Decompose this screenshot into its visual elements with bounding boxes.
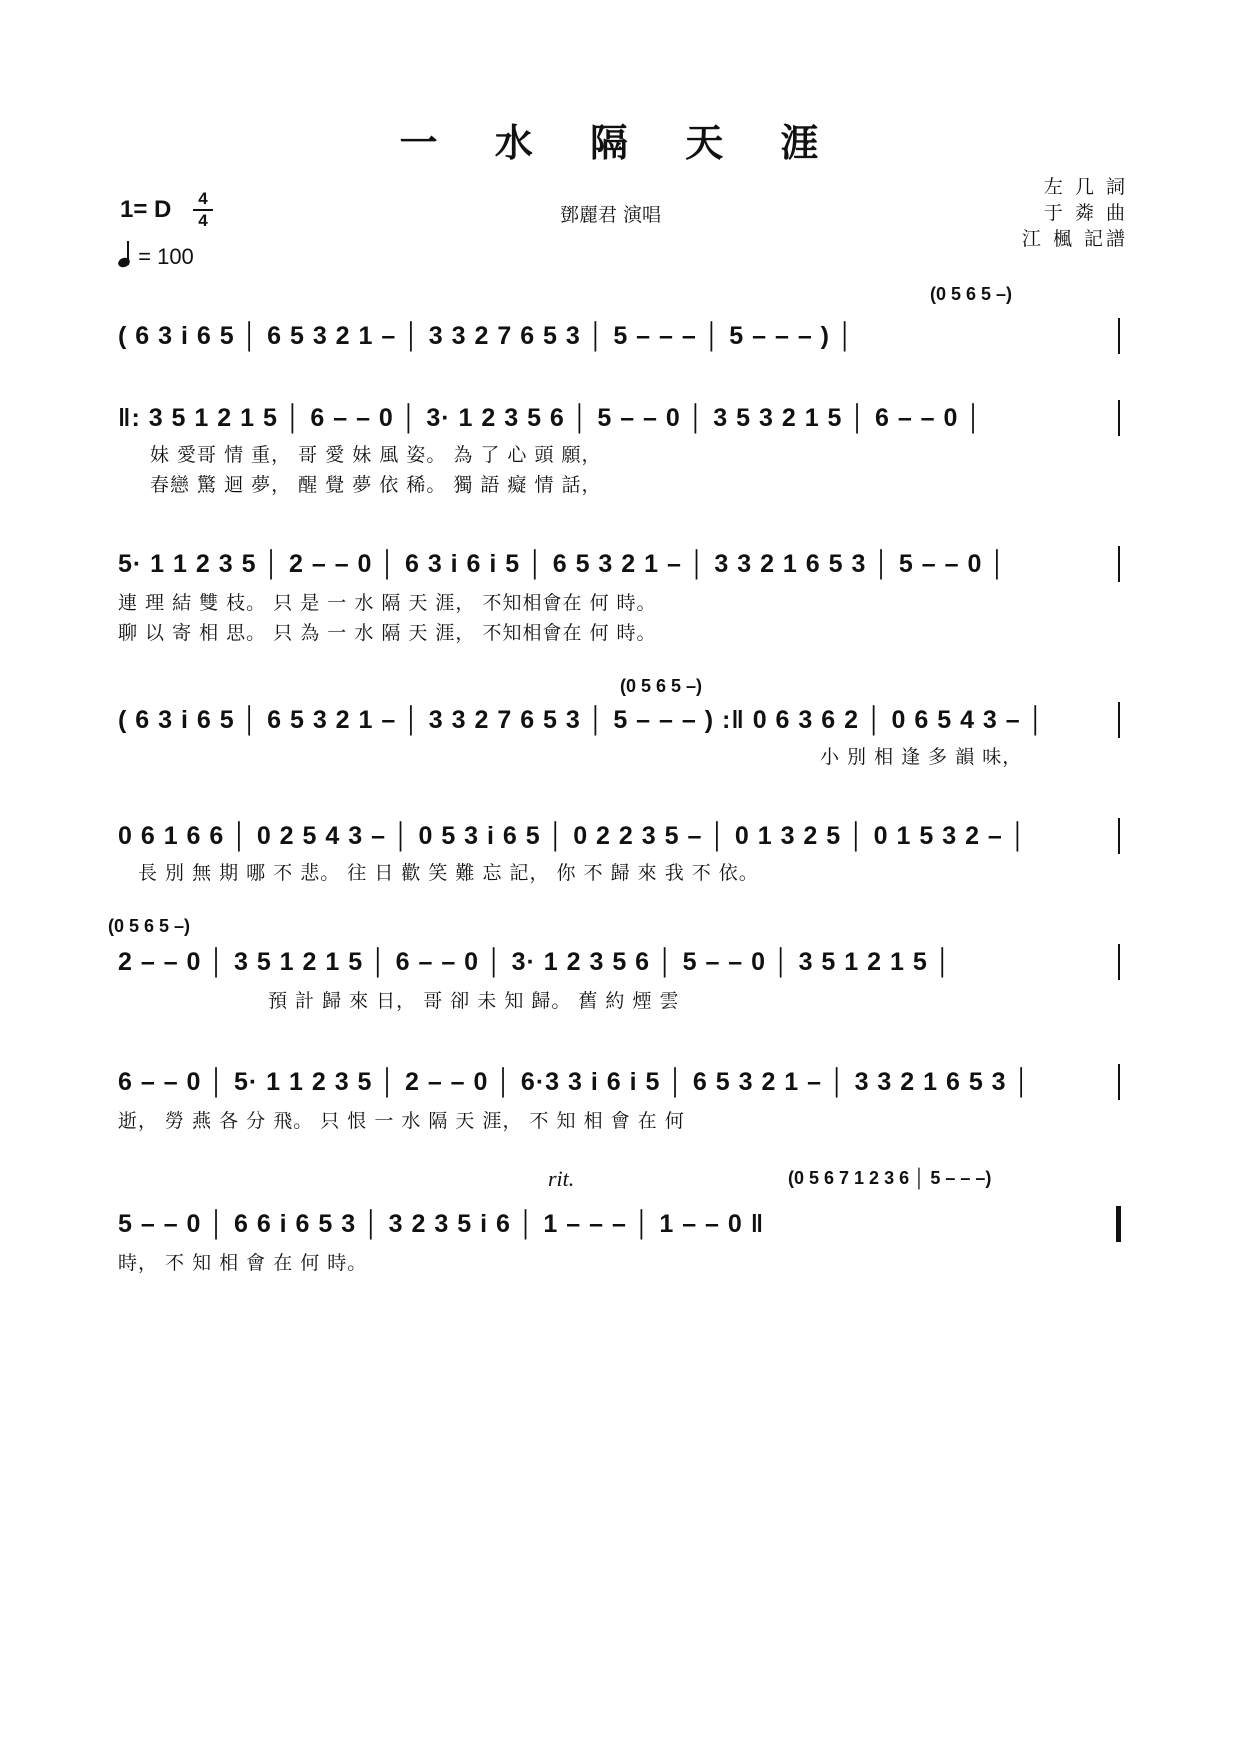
lyrics-verse-1: 預 計 歸 來 日， 哥 卻 未 知 歸。 舊 約 煙 雲 xyxy=(268,990,680,1012)
quarter-note-icon xyxy=(117,256,131,269)
lyrics-verse-1: 小 別 相 逢 多 韻 味， xyxy=(820,746,1023,768)
singer-credit: 鄧麗君 演唱 xyxy=(560,204,662,226)
lyrics-verse-2: 聊 以 寄 相 思。 只 為 一 水 隔 天 涯， 不知相會在 何 時。 xyxy=(118,622,657,644)
key-signature: 1= D xyxy=(120,196,172,223)
barline xyxy=(1118,818,1120,854)
time-signature-bottom: 4 xyxy=(198,211,208,230)
intro-bracket: (0 5 6 5 –) xyxy=(108,916,191,936)
composer-credit: 于 粦 曲 xyxy=(1043,202,1128,224)
lyrics-verse-2: 春戀 驚 迴 夢， 醒 覺 夢 依 稀。 獨 語 癡 情 話， xyxy=(150,474,602,496)
song-title: 一 水 隔 天 涯 xyxy=(399,120,841,165)
intro-bracket: (0 5 6 5 –) xyxy=(930,284,1013,304)
transcriber-credit: 江 楓 記譜 xyxy=(1021,228,1128,250)
lyrics-verse-1: 時， 不 知 相 會 在 何 時。 xyxy=(118,1252,368,1274)
notation-line: 0 6 1 6 6 │ 0 2 5 4 3 – │ 0 5 3 i 6 5 │ 0 2 2 3 5 – │ 0 1 3 2 5 │ 0 1 5 3 2 – │ xyxy=(118,822,1028,850)
notation-line: ( 6 3 i 6 5 │ 6 5 3 2 1 – │ 3 3 2 7 6 5 3 │ 5 – – – ) :‖ 0 6 3 6 2 │ 0 6 5 4 3 – │ xyxy=(118,706,1046,734)
intro-bracket: (0 5 6 5 –) xyxy=(620,676,703,696)
tempo-value: = 100 xyxy=(138,244,194,269)
quarter-note-stem xyxy=(127,241,129,265)
lyrics-verse-1: 逝， 勞 燕 各 分 飛。 只 恨 一 水 隔 天 涯， 不 知 相 會 在 何 xyxy=(118,1110,685,1132)
intro-bracket: (0 5 6 7 1 2 3 6 │ 5 – – –) xyxy=(788,1168,992,1188)
notation-line: 5 – – 0 │ 6 6 i 6 5 3 │ 3 2 3 5 i 6 │ 1 – – – │ 1 – – 0 ‖ xyxy=(118,1210,765,1238)
time-signature xyxy=(193,190,213,230)
lyricist-credit: 左 几 詞 xyxy=(1043,176,1128,198)
notation-line: ‖: 3 5 1 2 1 5 │ 6 – – 0 │ 3· 1 2 3 5 6 │ 5 – – 0 │ 3 5 3 2 1 5 │ 6 – – 0 │ xyxy=(118,404,984,432)
final-barline xyxy=(1116,1206,1121,1242)
barline xyxy=(1118,702,1120,738)
notation-line: ( 6 3 i 6 5 │ 6 5 3 2 1 – │ 3 3 2 7 6 5 3 │ 5 – – – │ 5 – – – ) │ xyxy=(118,322,855,350)
lyrics-verse-1: 連 理 結 雙 枝。 只 是 一 水 隔 天 涯， 不知相會在 何 時。 xyxy=(118,592,657,614)
ritardando-marking: rit. xyxy=(548,1166,575,1191)
barline xyxy=(1118,400,1120,436)
notation-line: 6 – – 0 │ 5· 1 1 2 3 5 │ 2 – – 0 │ 6·3 3 i 6 i 5 │ 6 5 3 2 1 – │ 3 3 2 1 6 5 3 │ xyxy=(118,1068,1032,1096)
notation-line: 2 – – 0 │ 3 5 1 2 1 5 │ 6 – – 0 │ 3· 1 2 3 5 6 │ 5 – – 0 │ 3 5 1 2 1 5 │ xyxy=(118,948,953,976)
barline xyxy=(1118,944,1120,980)
time-signature-top: 4 xyxy=(198,189,208,208)
barline xyxy=(1118,318,1120,354)
tempo-marking xyxy=(118,244,194,270)
notation-line: 5· 1 1 2 3 5 │ 2 – – 0 │ 6 3 i 6 i 5 │ 6 5 3 2 1 – │ 3 3 2 1 6 5 3 │ 5 – – 0 │ xyxy=(118,550,1007,578)
barline xyxy=(1118,546,1120,582)
lyrics-verse-1: 長 別 無 期 哪 不 悲。 往 日 歡 笑 難 忘 記， 你 不 歸 來 我 不 依。 xyxy=(138,862,759,884)
lyrics-verse-1: 妹 愛哥 情 重， 哥 愛 妹 風 姿。 為 了 心 頭 願， xyxy=(150,444,602,466)
barline xyxy=(1118,1064,1120,1100)
